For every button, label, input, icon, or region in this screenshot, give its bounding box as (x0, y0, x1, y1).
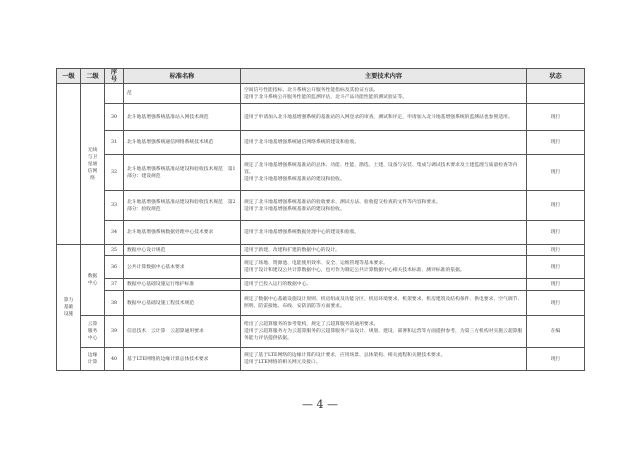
status-cell: 现行 (527, 245, 585, 256)
cat2-edge (81, 348, 105, 371)
name-cell: 数据中心基础设施运行维护标准 (124, 279, 241, 291)
table-row (57, 221, 585, 245)
table-row (57, 104, 585, 131)
content-cell: 规定了场地、资源池、电能使用效率、安全、运维管理等基本要求。 适用于设计和建设公共计算数据中心，也可作为制定公共计算数据中心相关技术标准、测评标准的依据。 (241, 256, 527, 279)
status-cell: 在编 (527, 316, 585, 348)
page-number: — 4 — (302, 398, 338, 411)
name-cell: 数据中心基础设施工程技术规范 (124, 291, 241, 316)
status-cell: 现行 (527, 155, 585, 191)
name-cell: 范 (124, 84, 241, 104)
name-cell: 数据中心设计规范 (124, 245, 241, 256)
status-cell: 现行 (527, 191, 585, 221)
content-cell: 适用于已投入运行的数据中心。 (241, 279, 527, 291)
seq-cell: 32 (105, 155, 124, 191)
table-row (57, 316, 585, 348)
table-row (57, 256, 585, 279)
content-cell: 空间信号性能指标、北斗系统公开服务性能指标及其验证方法。 适用于北斗系统公开服务性能的监测评估，北斗产品功能性能的测试验证等。 (241, 84, 527, 104)
table-row (57, 245, 585, 256)
cat1-cell-blank (57, 84, 81, 245)
seq-cell (105, 84, 124, 104)
name-cell: 北斗地基增强系统基准站建设和验收技术规范 第1部分：建设规范 (124, 155, 241, 191)
header-name: 标准名称 (124, 69, 241, 84)
name-cell: 北斗地基增强系统基准站入网技术规范 (124, 104, 241, 131)
name-cell: 基于LTE网络的边缘计算总体技术要求 (124, 348, 241, 371)
status-cell: 现行 (527, 221, 585, 245)
table-row (57, 191, 585, 221)
standards-table (56, 68, 585, 371)
cat1-compute (57, 245, 81, 371)
name-cell: 北斗地基增强系统数据处理中心技术要求 (124, 221, 241, 245)
header-content: 主要技术内容 (241, 69, 527, 84)
content-cell: 适用于新建、改建和扩建的数据中心的设计。 (241, 245, 527, 256)
cat2-datacenter-label: 数据 中心 (87, 274, 98, 286)
table-row (57, 155, 585, 191)
seq-cell: 30 (105, 104, 124, 131)
header-status: 状态 (527, 69, 585, 84)
status-cell (527, 84, 585, 104)
table-row (57, 348, 585, 371)
cat2-edge-label: 边缘 计算 (87, 353, 98, 365)
status-cell: 现行 (527, 104, 585, 131)
content-cell: 规定了数据中心基础设施设计原则、机房组成及功能分区、机房环境要求、机架要求、机房建筑及结构条件、供电要求、空气调节、照明、防雷接地、布线、安防消防等方面要求。 (241, 291, 527, 316)
status-cell: 现行 (527, 348, 585, 371)
status-cell: 现行 (527, 279, 585, 291)
content-cell: 适用于申请加入北斗地基增强系统的基准站的入网登录的审查、测试和评定，申请加入北斗地基增强系统的监测站也参照适用。 (241, 104, 527, 131)
cat2-beidou-label: 无线 与卫 星通 信网 络 (87, 147, 98, 181)
content-cell: 规定了北斗地基增强系统基准站的验收要求、测试方法、验收提交检查的文件等内容和要求。 适用于北斗地基增强系统基准站的建设和验收。 (241, 191, 527, 221)
table-row (57, 279, 585, 291)
content-cell: 规定了北斗地基增强系统基准站的总体、功能、性能、勘选、土建、设备与安装、集成与调试技术要求及土建监理与质量检查等内容。 适用于北斗地基增强系统基准站的建设和验收。 (241, 155, 527, 191)
content-cell: 适用于北斗地基增强系统数据处理中心的建设和验收。 (241, 221, 527, 245)
status-cell: 现行 (527, 131, 585, 155)
header-level2: 二级 (81, 69, 105, 84)
seq-cell: 38 (105, 291, 124, 316)
status-cell: 现行 (527, 291, 585, 316)
seq-cell: 36 (105, 256, 124, 279)
cat2-cloud (81, 316, 105, 348)
seq-cell: 35 (105, 245, 124, 256)
header-level1: 一级 (57, 69, 81, 84)
seq-cell: 34 (105, 221, 124, 245)
seq-cell: 37 (105, 279, 124, 291)
table-row (57, 131, 585, 155)
seq-cell: 31 (105, 131, 124, 155)
content-cell: 规定了基于LTE网络的边缘计算的设计要求，应用场景、总体架构、相关流程和关键技术要求。 适用于LTE网络的相关网元及接口。 (241, 348, 527, 371)
seq-cell: 39 (105, 316, 124, 348)
cat1-compute-label: 算力 基础 设施 (63, 298, 74, 317)
cat2-cloud-label: 云算 服务 中心 (87, 322, 98, 341)
content-cell: 给出了云超算服务的参考架构，规定了云超算服务的通用要求。 适用于云超算服务方为云超算服务的云超算服务产品设计、规划、建设、部署和运营等方面提供参考，为第三方机构对实施云超算服务能力评估提供依据。 (241, 316, 527, 348)
status-cell: 现行 (527, 256, 585, 279)
seq-cell: 40 (105, 348, 124, 371)
seq-cell: 33 (105, 191, 124, 221)
cat2-beidou (81, 84, 105, 245)
header-seq: 序号 (105, 69, 124, 84)
name-cell: 信息技术 云计算 云超算通用要求 (124, 316, 241, 348)
name-cell: 北斗地基增强系统基准站建设和验收技术规范 第2部分：验收规范 (124, 191, 241, 221)
cat2-datacenter (81, 245, 105, 316)
content-cell: 适用于北斗地基增强系统通信网络系统的建设和验收。 (241, 131, 527, 155)
table-row (57, 291, 585, 316)
table-row (57, 84, 585, 104)
name-cell: 北斗地基增强系统通信网络系统技术规范 (124, 131, 241, 155)
header-row (57, 69, 585, 84)
name-cell: 公共计算数据中心基本要求 (124, 256, 241, 279)
